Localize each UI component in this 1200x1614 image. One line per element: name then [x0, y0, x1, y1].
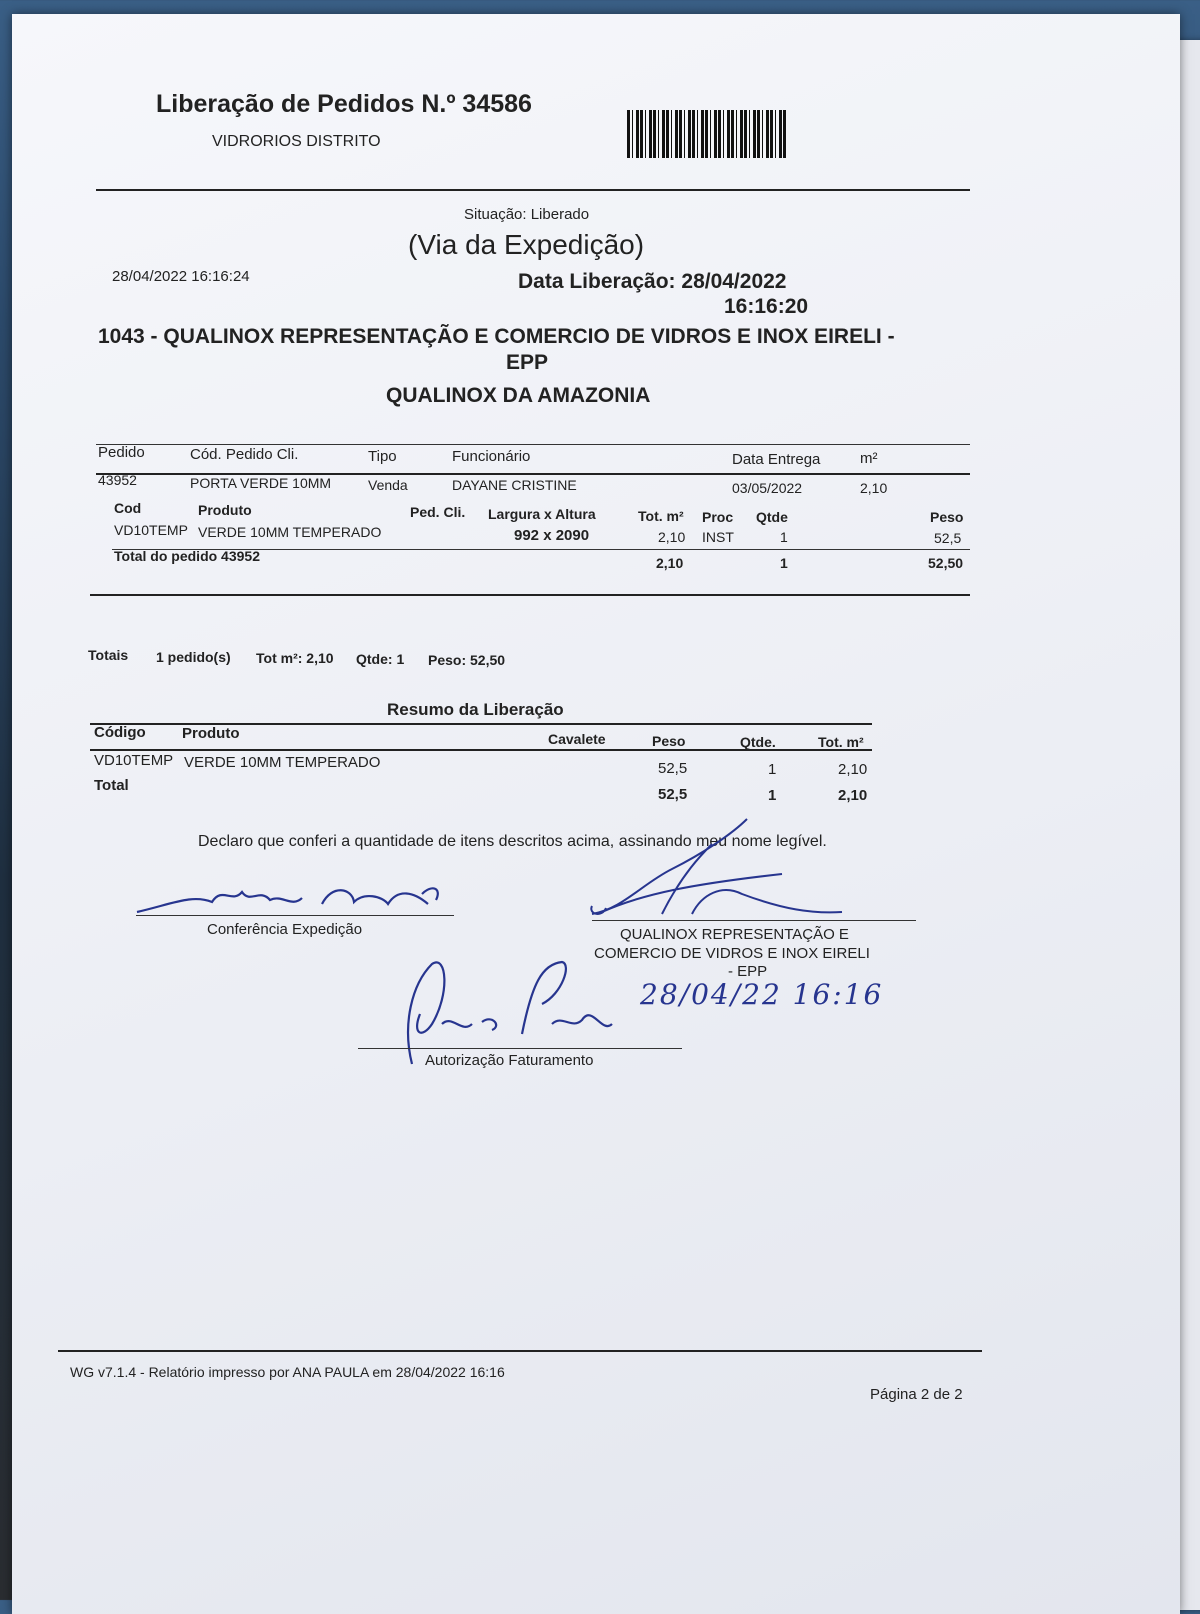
item-header-qtde: Qtde	[756, 509, 788, 525]
page-number: Página 2 de 2	[870, 1386, 963, 1403]
client-sign-line1: QUALINOX REPRESENTAÇÃO E	[620, 926, 849, 943]
table-bottom-border	[90, 594, 970, 596]
summary-total-peso: 52,5	[658, 786, 688, 803]
signature-line-conferencia	[136, 915, 454, 916]
item-header-tot-m2: Tot. m²	[638, 508, 684, 524]
summary-header-produto: Produto	[182, 725, 240, 742]
item-header-proc: Proc	[702, 509, 734, 525]
item-header-produto: Produto	[198, 502, 252, 518]
signature-line-client	[592, 920, 916, 921]
summary-header-codigo: Código	[94, 724, 146, 741]
col-header-pedido: Pedido	[98, 444, 145, 461]
summary-total-qtde: 1	[768, 787, 777, 804]
signature-line-autorizacao	[358, 1048, 682, 1049]
status-text: Situação: Liberado	[464, 206, 590, 223]
handwritten-date: 28/04/22 16:16	[640, 978, 884, 1011]
item-code: VD10TEMP	[114, 522, 188, 538]
summary-header-peso: Peso	[652, 733, 686, 749]
handwritten-signature-client	[582, 814, 862, 924]
client-sign-line3: - EPP	[728, 963, 768, 980]
summary-header-cavalete: Cavalete	[548, 731, 606, 747]
item-header-ped-cli: Ped. Cli.	[410, 504, 466, 520]
col-header-funcionario: Funcionário	[452, 448, 531, 465]
item-dimensions: 992 x 2090	[514, 527, 590, 544]
summary-qtde: 1	[768, 761, 777, 778]
summary-peso: 52,5	[658, 760, 688, 777]
client-name-line1: 1043 - QUALINOX REPRESENTAÇÃO E COMERCIO DE VIDROS E INOX EIRELI -	[98, 325, 895, 348]
totals-label: Totais	[88, 647, 129, 663]
order-client-code: PORTA VERDE 10MM	[190, 475, 332, 491]
table-top-border	[96, 444, 970, 445]
totals-weight: Peso: 52,50	[428, 652, 506, 668]
release-time: 16:16:20	[724, 295, 809, 318]
client-sign-line2: COMERCIO DE VIDROS E INOX EIRELI	[594, 945, 870, 962]
document-page	[12, 14, 1180, 1614]
company-name: VIDRORIOS DISTRITO	[212, 133, 381, 150]
summary-header-qtde: Qtde.	[740, 734, 776, 750]
summary-code: VD10TEMP	[94, 752, 174, 769]
copy-type: (Via da Expedição)	[408, 229, 645, 260]
printed-by: WG v7.1.4 - Relatório impresso por ANA PAULA em 28/04/2022 16:16	[70, 1364, 505, 1380]
item-peso: 52,5	[934, 530, 962, 546]
col-header-data-entrega: Data Entrega	[732, 451, 821, 468]
order-type: Venda	[368, 477, 408, 493]
summary-total-tot-m2: 2,10	[838, 787, 868, 804]
summary-header-tot-m2: Tot. m²	[818, 734, 864, 750]
client-name-line2: EPP	[506, 351, 549, 374]
print-datetime: 28/04/2022 16:16:24	[112, 268, 250, 285]
client-alias: QUALINOX DA AMAZONIA	[386, 384, 651, 407]
item-header-peso: Peso	[930, 509, 964, 525]
declaration-text: Declaro que conferi a quantidade de itens descritos acima, assinando meu nome legível.	[198, 833, 827, 850]
item-proc: INST	[702, 529, 734, 545]
barcode	[627, 110, 787, 158]
col-header-tipo: Tipo	[368, 448, 397, 465]
summary-header-border	[90, 749, 872, 751]
totals-m2: Tot m²: 2,10	[256, 650, 334, 666]
order-total-m2: 2,10	[656, 555, 684, 571]
order-delivery-date: 03/05/2022	[732, 480, 803, 496]
order-total-qtde: 1	[780, 555, 788, 571]
totals-qtde: Qtde: 1	[356, 651, 405, 667]
autorizacao-label: Autorização Faturamento	[425, 1052, 594, 1069]
item-qtde: 1	[780, 529, 788, 545]
summary-total-label: Total	[94, 777, 129, 794]
summary-tot-m2: 2,10	[838, 761, 868, 778]
document-title: Liberação de Pedidos N.º 34586	[156, 90, 532, 118]
handwritten-signature-conferencia	[132, 874, 452, 920]
order-total-peso: 52,50	[928, 555, 964, 571]
order-employee: DAYANE CRISTINE	[452, 477, 577, 493]
col-header-cod-pedido-cli: Cód. Pedido Cli.	[190, 446, 299, 463]
totals-orders: 1 pedido(s)	[156, 649, 231, 665]
order-m2: 2,10	[860, 480, 888, 496]
release-date: Data Liberação: 28/04/2022	[518, 270, 787, 293]
item-header-cod: Cod	[114, 500, 142, 516]
footer-divider	[58, 1350, 982, 1352]
col-header-m2: m²	[860, 450, 878, 467]
summary-title: Resumo da Liberação	[387, 700, 564, 719]
summary-product: VERDE 10MM TEMPERADO	[184, 754, 381, 771]
order-total-label: Total do pedido 43952	[114, 548, 260, 564]
item-tot-m2: 2,10	[658, 529, 686, 545]
order-number: 43952	[98, 472, 137, 488]
conferencia-label: Conferência Expedição	[207, 921, 363, 938]
item-product: VERDE 10MM TEMPERADO	[198, 524, 382, 540]
item-header-largura-altura: Largura x Altura	[488, 506, 596, 522]
divider	[96, 189, 970, 191]
